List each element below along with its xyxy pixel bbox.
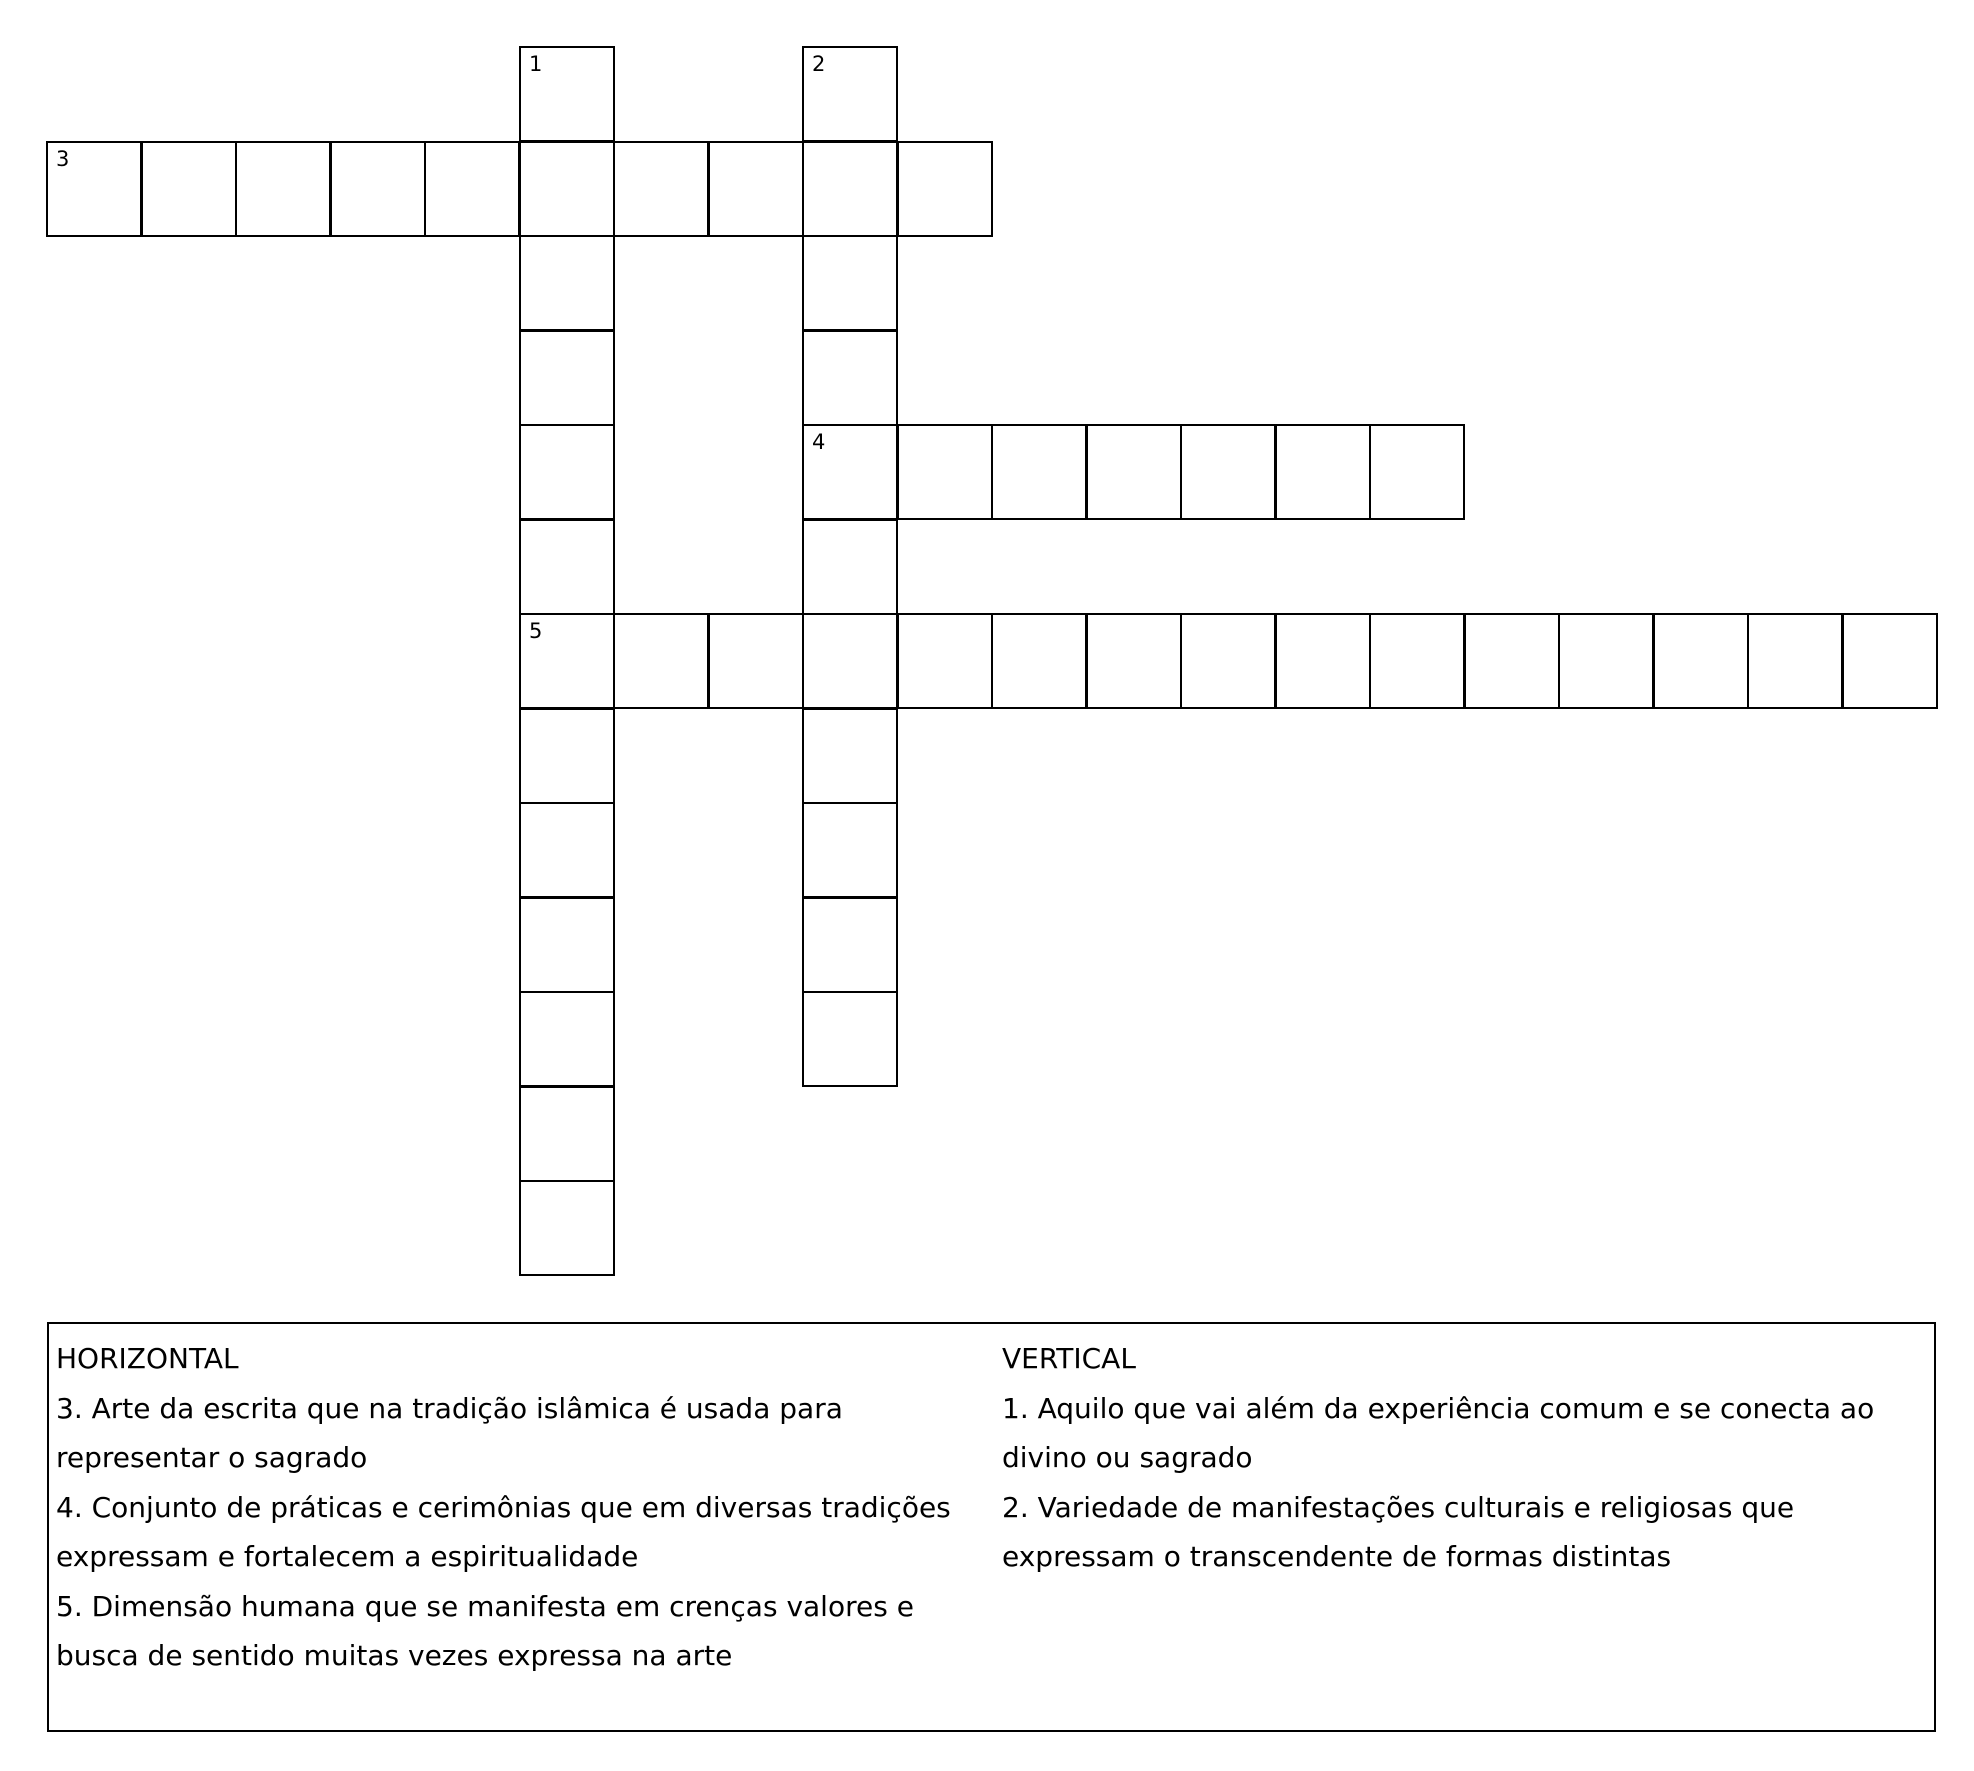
grid-cell[interactable] [802,330,898,426]
clue-number: 5 [529,619,543,643]
grid-cell[interactable] [424,141,520,237]
grid-cell[interactable] [519,141,615,237]
grid-cell[interactable] [1369,424,1465,520]
grid-cell[interactable] [613,613,709,709]
grid-cell[interactable] [1275,424,1371,520]
grid-cell[interactable] [802,235,898,331]
grid-cell[interactable] [1653,613,1749,709]
grid-cell[interactable] [519,424,615,520]
grid-cell[interactable] [519,235,615,331]
grid-cell[interactable] [802,897,898,993]
grid-cell[interactable] [1180,613,1276,709]
clue-3-across: 3. Arte da escrita que na tradição islâmica é usada para representar o sagrado [56,1391,843,1474]
grid-cell[interactable] [802,613,898,709]
vertical-heading: VERTICAL [1002,1342,1136,1375]
clue-number: 4 [812,430,826,454]
grid-cell[interactable] [1842,613,1938,709]
horizontal-heading: HORIZONTAL [56,1342,239,1375]
grid-cell[interactable] [519,708,615,804]
grid-cell[interactable] [708,613,804,709]
grid-cell[interactable] [519,991,615,1087]
grid-cell[interactable] [141,141,237,237]
grid-cell[interactable] [519,519,615,615]
grid-cell[interactable] [991,613,1087,709]
clue-number: 2 [812,52,826,76]
horizontal-clues [56,1334,996,1681]
clue-number: 1 [529,52,543,76]
grid-cell[interactable] [802,991,898,1087]
grid-cell[interactable] [897,141,993,237]
grid-cell[interactable] [802,46,898,142]
grid-cell[interactable] [1180,424,1276,520]
grid-cell[interactable] [613,141,709,237]
grid-cell[interactable] [519,330,615,426]
grid-cell[interactable] [1464,613,1560,709]
grid-cell[interactable] [1369,613,1465,709]
grid-cell[interactable] [330,141,426,237]
grid-cell[interactable] [519,897,615,993]
clue-2-down: 2. Variedade de manifestações culturais e religiosas que expressam o transcendente de formas distintas [1002,1490,1795,1573]
grid-cell[interactable] [802,424,898,520]
grid-cell[interactable] [519,1086,615,1182]
grid-cell[interactable] [1086,424,1182,520]
grid-cell[interactable] [991,424,1087,520]
vertical-clues [1002,1334,1922,1582]
clue-number: 3 [56,147,70,171]
grid-cell[interactable] [802,141,898,237]
grid-cell[interactable] [897,424,993,520]
grid-cell[interactable] [1275,613,1371,709]
grid-cell[interactable] [802,519,898,615]
grid-cell[interactable] [519,46,615,142]
grid-cell[interactable] [708,141,804,237]
grid-cell[interactable] [1086,613,1182,709]
grid-cell[interactable] [519,1180,615,1276]
grid-cell[interactable] [1747,613,1843,709]
clues-panel [47,1322,1936,1732]
clue-1-down: 1. Aquilo que vai além da experiência comum e se conecta ao divino ou sagrado [1002,1391,1875,1474]
grid-cell[interactable] [802,708,898,804]
grid-cell[interactable] [897,613,993,709]
clue-4-across: 4. Conjunto de práticas e cerimônias que em diversas tradições expressam e fortalecem a espiritualidade [56,1490,951,1573]
clue-5-across: 5. Dimensão humana que se manifesta em crenças valores e busca de sentido muitas vezes expressa na arte [56,1589,914,1672]
grid-cell[interactable] [235,141,331,237]
grid-cell[interactable] [519,613,615,709]
grid-cell[interactable] [802,802,898,898]
grid-cell[interactable] [46,141,142,237]
grid-cell[interactable] [519,802,615,898]
grid-cell[interactable] [1558,613,1654,709]
